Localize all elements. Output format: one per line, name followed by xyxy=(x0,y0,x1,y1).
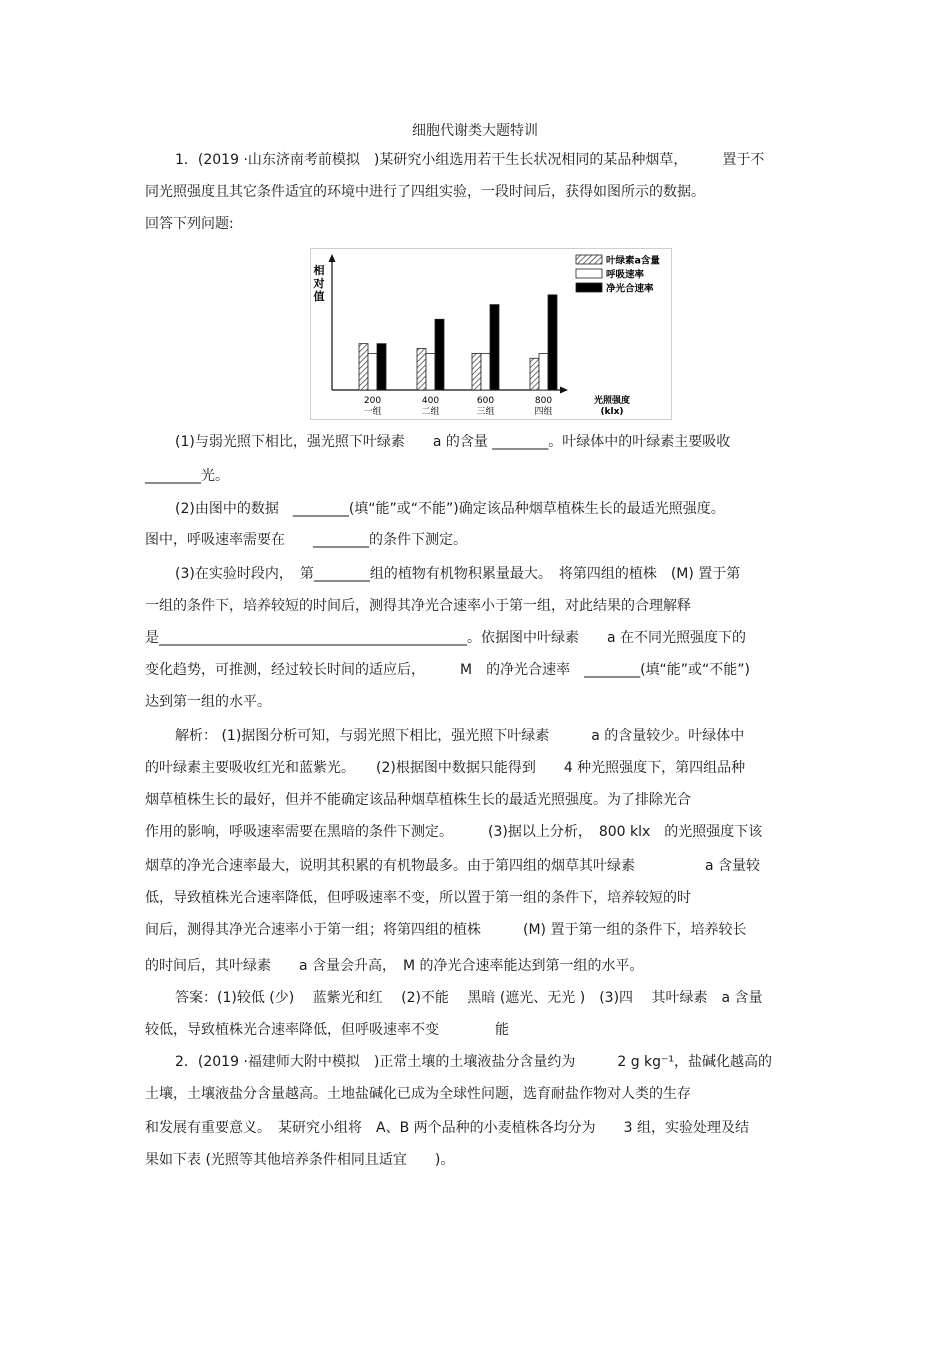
page-title: 细胞代谢类大题特训 xyxy=(412,123,538,139)
intro-line: 同光照强度且其它条件适宜的环境中进行了四组实验，一段时间后，获得如图所示的数据。 xyxy=(145,184,705,200)
bar-chlorophyll xyxy=(417,349,426,390)
legend-label: 净光合速率 xyxy=(606,283,654,295)
legend-swatch xyxy=(576,255,602,264)
text-line: 较低，导致植株光合速率降低，但呼吸速率不变 能 xyxy=(145,1022,509,1038)
bar-chlorophyll xyxy=(472,353,481,390)
bar-chlorophyll xyxy=(359,344,368,390)
x-axis-label: 光照强度 xyxy=(593,396,631,406)
x-tick-group-label: 四组 xyxy=(534,407,553,417)
bar-respiration xyxy=(481,353,490,390)
text-line: 变化趋势，可推测，经过较长时间的适应后， M 的净光合速率 ________(填“能”或“不能”) xyxy=(145,662,751,678)
x-tick-label: 200 xyxy=(363,396,382,406)
chart-svg xyxy=(310,248,672,420)
bar-respiration xyxy=(539,353,548,390)
text-line: 的时间后，其叶绿素 a 含量会升高， M 的净光合速率能达到第一组的水平。 xyxy=(145,958,644,974)
bar-net-photosynthesis xyxy=(548,295,557,390)
y-axis-label: 相 xyxy=(313,264,325,277)
x-tick-group-label: 一组 xyxy=(363,407,382,417)
text-line: 解析： (1)据图分析可知，与弱光照下相比，强光照下叶绿素 a 的含量较少。叶绿体中 xyxy=(175,728,745,744)
text-line: 和发展有重要意义。 某研究小组将 A、B 两个品种的小麦植株各均分为 3 组，实验处理及结 xyxy=(145,1120,749,1136)
y-axis-label: 对 xyxy=(313,277,325,290)
text-line: 达到第一组的水平。 xyxy=(145,694,271,710)
x-tick-group-label: 三组 xyxy=(476,407,495,417)
text-line: 一组的条件下，培养较短的时间后，测得其净光合速率小于第一组，对此结果的合理解释 xyxy=(145,598,691,614)
text-line: (2)由图中的数据 ________(填“能”或“不能”)确定该品种烟草植株生长的最适光照强度。 xyxy=(175,501,725,517)
bar-net-photosynthesis xyxy=(377,344,386,390)
text-line: 的叶绿素主要吸收红光和蓝紫光。 (2)根据图中数据只能得到 4 种光照强度下，第四组品种 xyxy=(145,760,746,776)
text-line: 果如下表 (光照等其他培养条件相同且适宜 )。 xyxy=(145,1152,455,1168)
x-tick-label: 400 xyxy=(421,396,440,406)
legend-label: 叶绿素a含量 xyxy=(606,255,660,267)
text-line: (3)在实验时段内， 第________组的植物有机物积累量最大。 将第四组的植株 (M) 置于第 xyxy=(175,566,741,582)
legend-swatch xyxy=(576,283,602,292)
x-tick-group-label: 二组 xyxy=(421,407,440,417)
x-tick-label: 800 xyxy=(534,396,553,406)
text-line: 烟草的净光合速率最大，说明其积累的有机物最多。由于第四组的烟草其叶绿素 a 含量较 xyxy=(145,858,761,874)
text-line: 答案：(1)较低 (少) 蓝紫光和红 (2)不能 黑暗 (遮光、无光 ) (3)四 其叶绿素 a 含量 xyxy=(175,990,763,1006)
intro-line: 回答下列问题: xyxy=(145,216,234,232)
text-line: 间后，测得其净光合速率小于第一组；将第四组的植株 (M) 置于第一组的条件下，培养较长 xyxy=(145,922,747,938)
text-line: 低，导致植株光合速率降低，但呼吸速率不变，所以置于第一组的条件下，培养较短的时 xyxy=(145,890,691,906)
bar-respiration xyxy=(426,353,435,390)
text-line: 图中，呼吸速率需要在 ________的条件下测定。 xyxy=(145,532,467,548)
bar-net-photosynthesis xyxy=(490,305,499,390)
y-axis-label: 值 xyxy=(313,290,325,303)
text-line: 土壤，土壤液盐分含量越高。土地盐碱化已成为全球性问题，选育耐盐作物对人类的生存 xyxy=(145,1086,691,1102)
text-line: 2．(2019 ·福建师大附中模拟 )正常土壤的土壤液盐分含量约为 2 g kg⁻¹，盐碱化越高的 xyxy=(175,1054,773,1070)
x-tick-label: 600 xyxy=(476,396,495,406)
y-axis-arrow-icon xyxy=(329,254,336,262)
x-axis-arrow-icon xyxy=(560,387,568,394)
text-line: 烟草植株生长的最好，但并不能确定该品种烟草植株生长的最适光照强度。为了排除光合 xyxy=(145,792,691,808)
x-axis-label-unit: (klx) xyxy=(600,407,624,417)
bar-respiration xyxy=(368,353,377,390)
intro-line: 1．(2019 ·山东济南考前模拟 )某研究小组选用若干生长状况相同的某品种烟草， 置于不 xyxy=(175,152,765,168)
text-line: ________光。 xyxy=(145,468,229,484)
text-line: 是____________________________________________。依据图中叶绿素 a 在不同光照强度下的 xyxy=(145,630,747,646)
bar-net-photosynthesis xyxy=(435,319,444,390)
bar-chart xyxy=(310,248,672,420)
legend-swatch xyxy=(576,269,602,278)
text-line: (1)与弱光照下相比，强光照下叶绿素 a 的含量 ________。叶绿体中的叶绿素主要吸收 xyxy=(175,434,731,450)
bar-chlorophyll xyxy=(530,358,539,390)
text-line: 作用的影响，呼吸速率需要在黑暗的条件下测定。 (3)据以上分析， 800 klx 的光照强度下该 xyxy=(145,824,763,840)
legend-label: 呼吸速率 xyxy=(606,269,645,281)
